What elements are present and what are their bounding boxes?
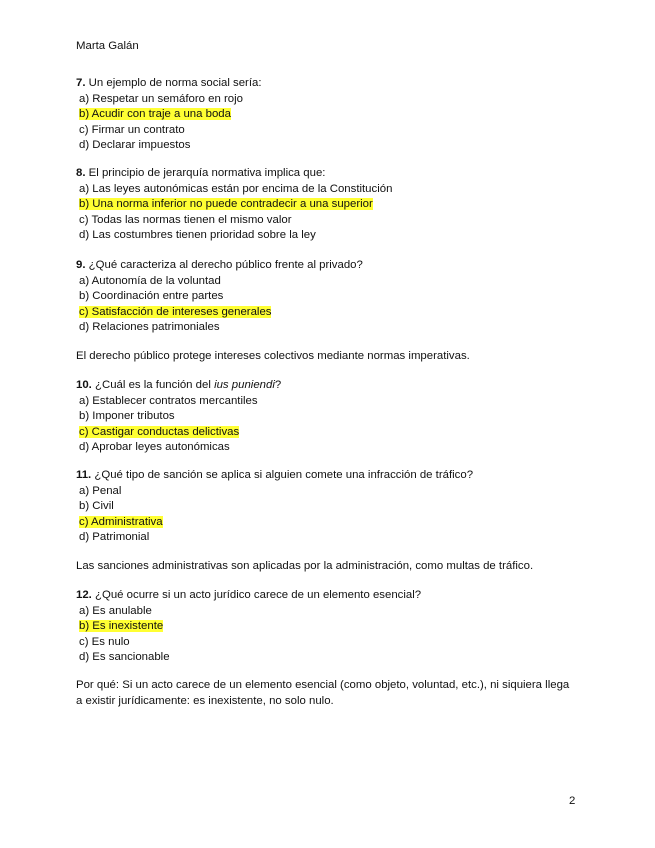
option-8c: c) Todas las normas tienen el mismo valor [79, 213, 292, 226]
option-10d: d) Aprobar leyes autonómicas [79, 441, 230, 453]
option-9c [76, 305, 596, 321]
question-7 [76, 76, 596, 154]
author-name: Marta Galán [76, 40, 139, 52]
option-8d: d) Las costumbres tienen prioridad sobre la ley [79, 229, 316, 241]
question-10-stem: 10. ¿Cuál es la función del ius puniendi? [76, 379, 282, 391]
option-11c [76, 515, 596, 531]
option-9a: a) Autonomía de la voluntad [79, 274, 221, 287]
question-11 [76, 468, 596, 546]
option-7d: d) Declarar impuestos [79, 139, 191, 151]
highlighted-answer: c) Castigar conductas delictivas [79, 425, 240, 438]
question-text: ¿Qué caracteriza al derecho público frente al privado? [88, 259, 363, 271]
option-7b [76, 107, 596, 123]
option-10a: a) Establecer contratos mercantiles [79, 394, 258, 407]
option-10c [76, 425, 596, 441]
highlighted-answer: b) Una norma inferior no puede contradecir a una superior [79, 198, 373, 210]
option-8a: a) Las leyes autonómicas están por encima de la Constitución [79, 182, 393, 195]
question-11-stem [76, 468, 596, 484]
option-7a: a) Respetar un semáforo en rojo [79, 92, 243, 105]
note-why: Por qué: Si un acto carece de un elemento esencial (como objeto, voluntad, etc.), ni siquiera llega a existir jurídicamente: es inexistente, no solo nulo. [76, 679, 570, 707]
option-10b: b) Imponer tributos [79, 410, 175, 422]
option-12d: d) Es sancionable [79, 651, 170, 663]
option-12c: c) Es nulo [79, 635, 130, 648]
question-number: 7. [76, 77, 86, 89]
option-9b: b) Coordinación entre partes [79, 290, 224, 302]
question-number: 10. [76, 379, 92, 391]
option-11d: d) Patrimonial [79, 531, 150, 543]
question-9-stem [76, 258, 596, 274]
option-7c: c) Firmar un contrato [79, 123, 185, 136]
question-8 [76, 166, 596, 244]
highlighted-answer: c) Satisfacción de intereses generales [79, 305, 272, 318]
option-8b [76, 197, 596, 213]
question-text: ¿Qué tipo de sanción se aplica si alguien comete una infracción de tráfico? [94, 469, 474, 481]
highlighted-answer: b) Acudir con traje a una boda [79, 108, 231, 120]
question-12-stem [76, 588, 596, 604]
option-9d: d) Relaciones patrimoniales [79, 321, 220, 333]
option-12a: a) Es anulable [79, 604, 152, 617]
question-12 [76, 588, 596, 666]
question-text: El principio de jerarquía normativa implica que: [88, 167, 326, 179]
option-11a: a) Penal [79, 484, 122, 497]
note-sanctions: Las sanciones administrativas son aplicadas por la administración, como multas de tráfico. [76, 560, 534, 572]
question-number: 11. [76, 469, 92, 481]
question-number: 12. [76, 589, 92, 601]
question-10 [76, 378, 596, 456]
question-number: 8. [76, 167, 86, 179]
italic-term: ius puniendi [214, 379, 275, 391]
option-12b [76, 619, 596, 635]
page-number: 2 [569, 795, 576, 807]
question-8-stem [76, 166, 596, 182]
highlighted-answer: c) Administrativa [79, 515, 163, 528]
option-11b: b) Civil [79, 500, 114, 512]
question-text: Un ejemplo de norma social sería: [88, 77, 262, 89]
question-7-stem [76, 76, 596, 92]
question-9 [76, 258, 596, 336]
note-public-law: El derecho público protege intereses colectivos mediante normas imperativas. [76, 350, 470, 362]
question-text: ¿Qué ocurre si un acto jurídico carece de un elemento esencial? [95, 589, 422, 601]
question-number: 9. [76, 259, 86, 271]
highlighted-answer: b) Es inexistente [79, 620, 164, 632]
